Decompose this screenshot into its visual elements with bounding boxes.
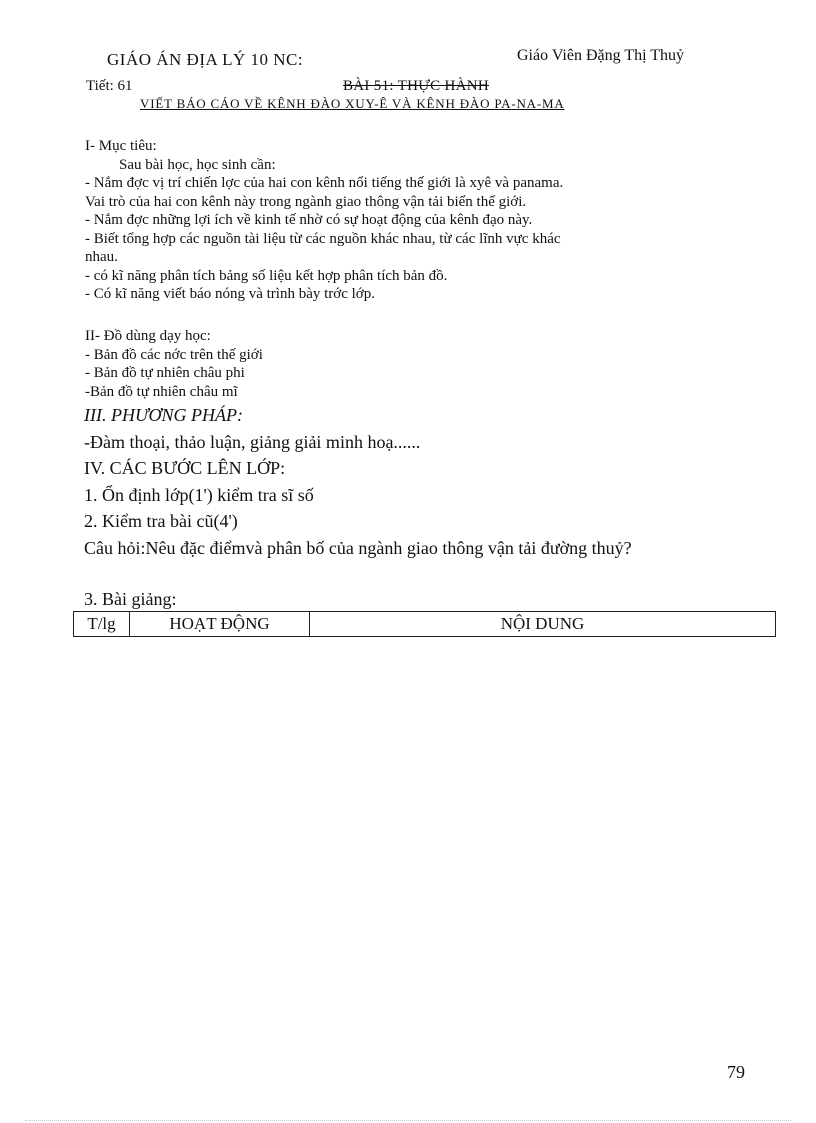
page-footer-divider xyxy=(25,1120,791,1121)
section-materials xyxy=(85,327,765,401)
objective-item: - có kĩ năng phân tích bảng số liệu kết hợp phân tích bản đồ. xyxy=(85,267,448,284)
lesson-title: BÀI 51: THỰC HÀNH xyxy=(343,78,490,94)
step-3: 3. Bài giảng: xyxy=(84,589,177,609)
objective-item: - Biết tổng hợp các nguồn tài liệu từ các nguồn khác nhau, từ các lĩnh vực khác xyxy=(85,230,561,247)
materials-heading: II- Đồ dùng dạy học: xyxy=(85,328,211,344)
material-item: - Bản đồ tự nhiên châu phi xyxy=(85,365,245,381)
column-header-activity: HOẠT ĐỘNG xyxy=(130,612,310,636)
step-2: 2. Kiểm tra bài cũ(4') xyxy=(84,511,238,531)
objectives-intro: Sau bài học, học sinh cần: xyxy=(119,156,276,173)
lesson-subtitle: VIẾT BÁO CÁO VỀ KÊNH ĐÀO XUY-Ê VÀ KÊNH ĐÀO PA-NA-MA xyxy=(140,96,565,111)
material-item: - Bản đồ các nớc trên thế giới xyxy=(85,346,263,363)
lesson-period: Tiết: 61 xyxy=(86,78,133,94)
objective-item: Vai trò của hai con kênh này trong ngành giao thông vận tải biển thế giới. xyxy=(85,193,527,210)
methods-heading: III. PHƯƠNG PHÁP: xyxy=(84,405,244,425)
material-item: -Bản đồ tự nhiên châu mĩ xyxy=(85,383,238,400)
column-header-content: NỘI DUNG xyxy=(500,614,585,633)
header-teacher: Giáo Viên Đặng Thị Thuỷ xyxy=(517,47,685,64)
steps-heading: IV. CÁC BƯỚC LÊN LỚP: xyxy=(84,458,286,478)
page-number: 79 xyxy=(727,1062,745,1082)
objective-item: - Nắm đợc vị trí chiến lợc của hai con kênh nổi tiếng thế giới là xyê và panama. xyxy=(85,175,564,191)
section-objectives xyxy=(85,137,765,304)
step-1: 1. Ổn định lớp(1') kiểm tra sĩ số xyxy=(84,485,314,505)
review-question: Câu hỏi:Nêu đặc điểmvà phân bố của ngành giao thông vận tải đường thuỷ? xyxy=(84,538,632,558)
objective-item: nhau. xyxy=(85,249,118,265)
header-subject: GIÁO ÁN ĐỊA LÝ 10 NC: xyxy=(107,50,304,69)
lesson-table-header xyxy=(73,611,776,637)
objective-item: - Có kĩ năng viết báo nóng và trình bày trớc lớp. xyxy=(85,286,375,302)
objective-item: - Nắm đợc những lợi ích về kinh tế nhờ có sự hoạt động của kênh đạo này. xyxy=(85,212,533,228)
methods-text: -Đàm thoại, thảo luận, giảng giải minh hoạ...... xyxy=(84,432,421,452)
objectives-heading: I- Mục tiêu: xyxy=(85,138,157,154)
column-header-time: T/lg xyxy=(74,612,130,636)
